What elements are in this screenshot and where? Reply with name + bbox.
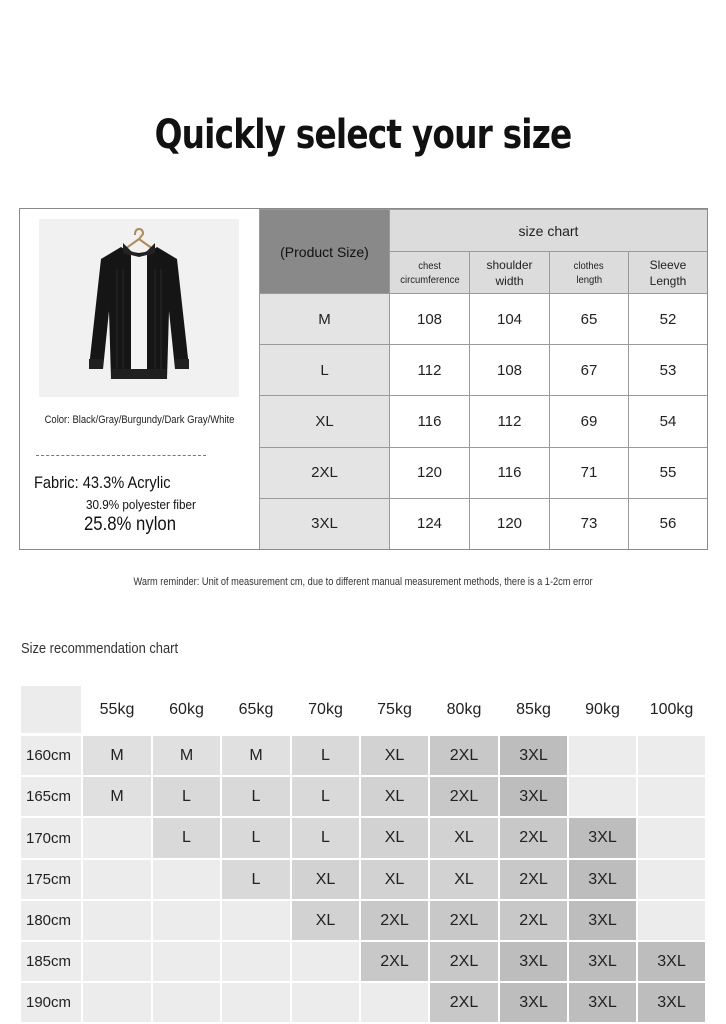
recommended-size: L: [292, 777, 359, 816]
size-label: 2XL: [259, 447, 389, 498]
column-header-text: circumference: [399, 273, 460, 286]
recommended-size: 3XL: [500, 942, 567, 981]
recommended-size: 3XL: [638, 942, 705, 981]
color-options: Color: Black/Gray/Burgundy/Dark Gray/White: [44, 414, 235, 426]
weight-header: 85kg: [500, 686, 567, 733]
recommended-size: 2XL: [361, 901, 428, 940]
empty-cell: [83, 942, 151, 981]
measurement-value: 104: [469, 293, 549, 344]
empty-cell: [292, 942, 359, 981]
size-label: L: [259, 344, 389, 395]
measurement-value: 55: [628, 447, 707, 498]
recommended-size: 2XL: [500, 818, 567, 858]
recommended-size: 3XL: [569, 901, 636, 940]
measurement-value: 54: [628, 395, 707, 446]
empty-cell: [222, 901, 290, 940]
recommended-size: 3XL: [500, 983, 567, 1022]
empty-cell: [569, 777, 636, 816]
recommended-size: 3XL: [569, 983, 636, 1022]
column-header-text: chest: [418, 259, 441, 272]
empty-cell: [292, 983, 359, 1022]
weight-header: 80kg: [430, 686, 498, 733]
recommendation-title: Size recommendation chart: [21, 640, 179, 657]
recommended-size: L: [222, 777, 290, 816]
empty-cell: [638, 818, 705, 858]
weight-header: 100kg: [638, 686, 705, 733]
recommended-size: M: [83, 736, 151, 775]
page-title: Quickly select your size: [154, 112, 572, 158]
column-header-3: [628, 251, 707, 293]
measurement-value: 124: [389, 498, 469, 549]
product-photo: [39, 219, 239, 397]
weight-header: 70kg: [292, 686, 359, 733]
recommended-size: L: [292, 736, 359, 775]
recommended-size: L: [292, 818, 359, 858]
recommended-size: 2XL: [500, 860, 567, 899]
height-label: 170cm: [21, 818, 81, 858]
column-header-text: length: [576, 273, 602, 286]
zip-sweater-jacket-icon: [39, 219, 239, 397]
empty-cell: [569, 736, 636, 775]
recommended-size: M: [83, 777, 151, 816]
measurement-value: 108: [469, 344, 549, 395]
measurement-value: 69: [549, 395, 628, 446]
empty-cell: [638, 860, 705, 899]
column-header-text: Sleeve: [649, 257, 687, 272]
recommended-size: 2XL: [430, 736, 498, 775]
fabric-line-3: 25.8% nylon: [84, 514, 177, 535]
recommended-size: 2XL: [430, 942, 498, 981]
height-label: 165cm: [21, 777, 81, 816]
column-header-2: [549, 251, 628, 293]
product-info-panel: [20, 209, 259, 549]
measurement-reminder: Warm reminder: Unit of measurement cm, due to different manual measurement methods, there is a 1-2cm error: [133, 576, 593, 588]
empty-cell: [638, 736, 705, 775]
empty-cell: [153, 983, 220, 1022]
measurement-value: 108: [389, 293, 469, 344]
size-chart-panel: [19, 208, 708, 550]
column-header-text: shoulder: [486, 257, 533, 272]
recommended-size: L: [153, 777, 220, 816]
recommended-size: XL: [361, 736, 428, 775]
recommended-size: 3XL: [569, 860, 636, 899]
weight-header: 65kg: [222, 686, 290, 733]
measurement-value: 120: [389, 447, 469, 498]
recommended-size: XL: [292, 901, 359, 940]
measurement-value: 116: [389, 395, 469, 446]
fabric-line-1: Fabric: 43.3% Acrylic: [34, 473, 171, 492]
recommended-size: M: [153, 736, 220, 775]
empty-cell: [83, 860, 151, 899]
recommended-size: 2XL: [430, 901, 498, 940]
recommended-size: 3XL: [500, 736, 567, 775]
measurement-value: 56: [628, 498, 707, 549]
recommended-size: 2XL: [430, 983, 498, 1022]
column-header-1: [469, 251, 549, 293]
height-label: 185cm: [21, 942, 81, 981]
recommended-size: XL: [361, 818, 428, 858]
measurement-value: 112: [469, 395, 549, 446]
recommended-size: L: [222, 818, 290, 858]
product-size-header: (Product Size): [259, 209, 389, 293]
measurement-value: 120: [469, 498, 549, 549]
empty-cell: [153, 901, 220, 940]
recommended-size: 3XL: [569, 818, 636, 858]
column-header-text: width: [495, 273, 524, 288]
empty-cell: [638, 901, 705, 940]
measurement-value: 116: [469, 447, 549, 498]
empty-cell: [153, 860, 220, 899]
size-label: 3XL: [259, 498, 389, 549]
measurement-value: 71: [549, 447, 628, 498]
height-label: 160cm: [21, 736, 81, 775]
empty-cell: [83, 818, 151, 858]
recommended-size: XL: [361, 777, 428, 816]
recommended-size: L: [153, 818, 220, 858]
measurement-value: 53: [628, 344, 707, 395]
fabric-line-2: 30.9% polyester fiber: [86, 497, 196, 512]
size-label: XL: [259, 395, 389, 446]
recommended-size: 2XL: [500, 901, 567, 940]
weight-header: 75kg: [361, 686, 428, 733]
recommended-size: 3XL: [500, 777, 567, 816]
empty-cell: [153, 942, 220, 981]
column-header-0: [389, 251, 469, 293]
empty-cell: [222, 983, 290, 1022]
empty-cell: [222, 942, 290, 981]
weight-header: 90kg: [569, 686, 636, 733]
weight-header: 55kg: [83, 686, 151, 733]
recommended-size: XL: [430, 818, 498, 858]
recommended-size: 2XL: [361, 942, 428, 981]
recommended-size: XL: [430, 860, 498, 899]
measurement-value: 73: [549, 498, 628, 549]
weight-header: 60kg: [153, 686, 220, 733]
size-chart-header: size chart: [389, 209, 707, 251]
recommended-size: M: [222, 736, 290, 775]
measurement-value: 52: [628, 293, 707, 344]
recommended-size: XL: [292, 860, 359, 899]
measurement-value: 67: [549, 344, 628, 395]
height-label: 190cm: [21, 983, 81, 1022]
divider: [36, 455, 206, 456]
height-label: 175cm: [21, 860, 81, 899]
recommended-size: 3XL: [638, 983, 705, 1022]
recommended-size: 3XL: [569, 942, 636, 981]
recommended-size: XL: [361, 860, 428, 899]
empty-cell: [638, 777, 705, 816]
size-label: M: [259, 293, 389, 344]
empty-cell: [83, 983, 151, 1022]
recommended-size: 2XL: [430, 777, 498, 816]
column-header-text: Length: [649, 273, 687, 288]
recommended-size: L: [222, 860, 290, 899]
empty-cell: [83, 901, 151, 940]
measurement-value: 112: [389, 344, 469, 395]
height-label: 180cm: [21, 901, 81, 940]
measurement-value: 65: [549, 293, 628, 344]
column-header-text: clothes: [574, 259, 604, 272]
grid-corner: [21, 686, 81, 733]
empty-cell: [361, 983, 428, 1022]
